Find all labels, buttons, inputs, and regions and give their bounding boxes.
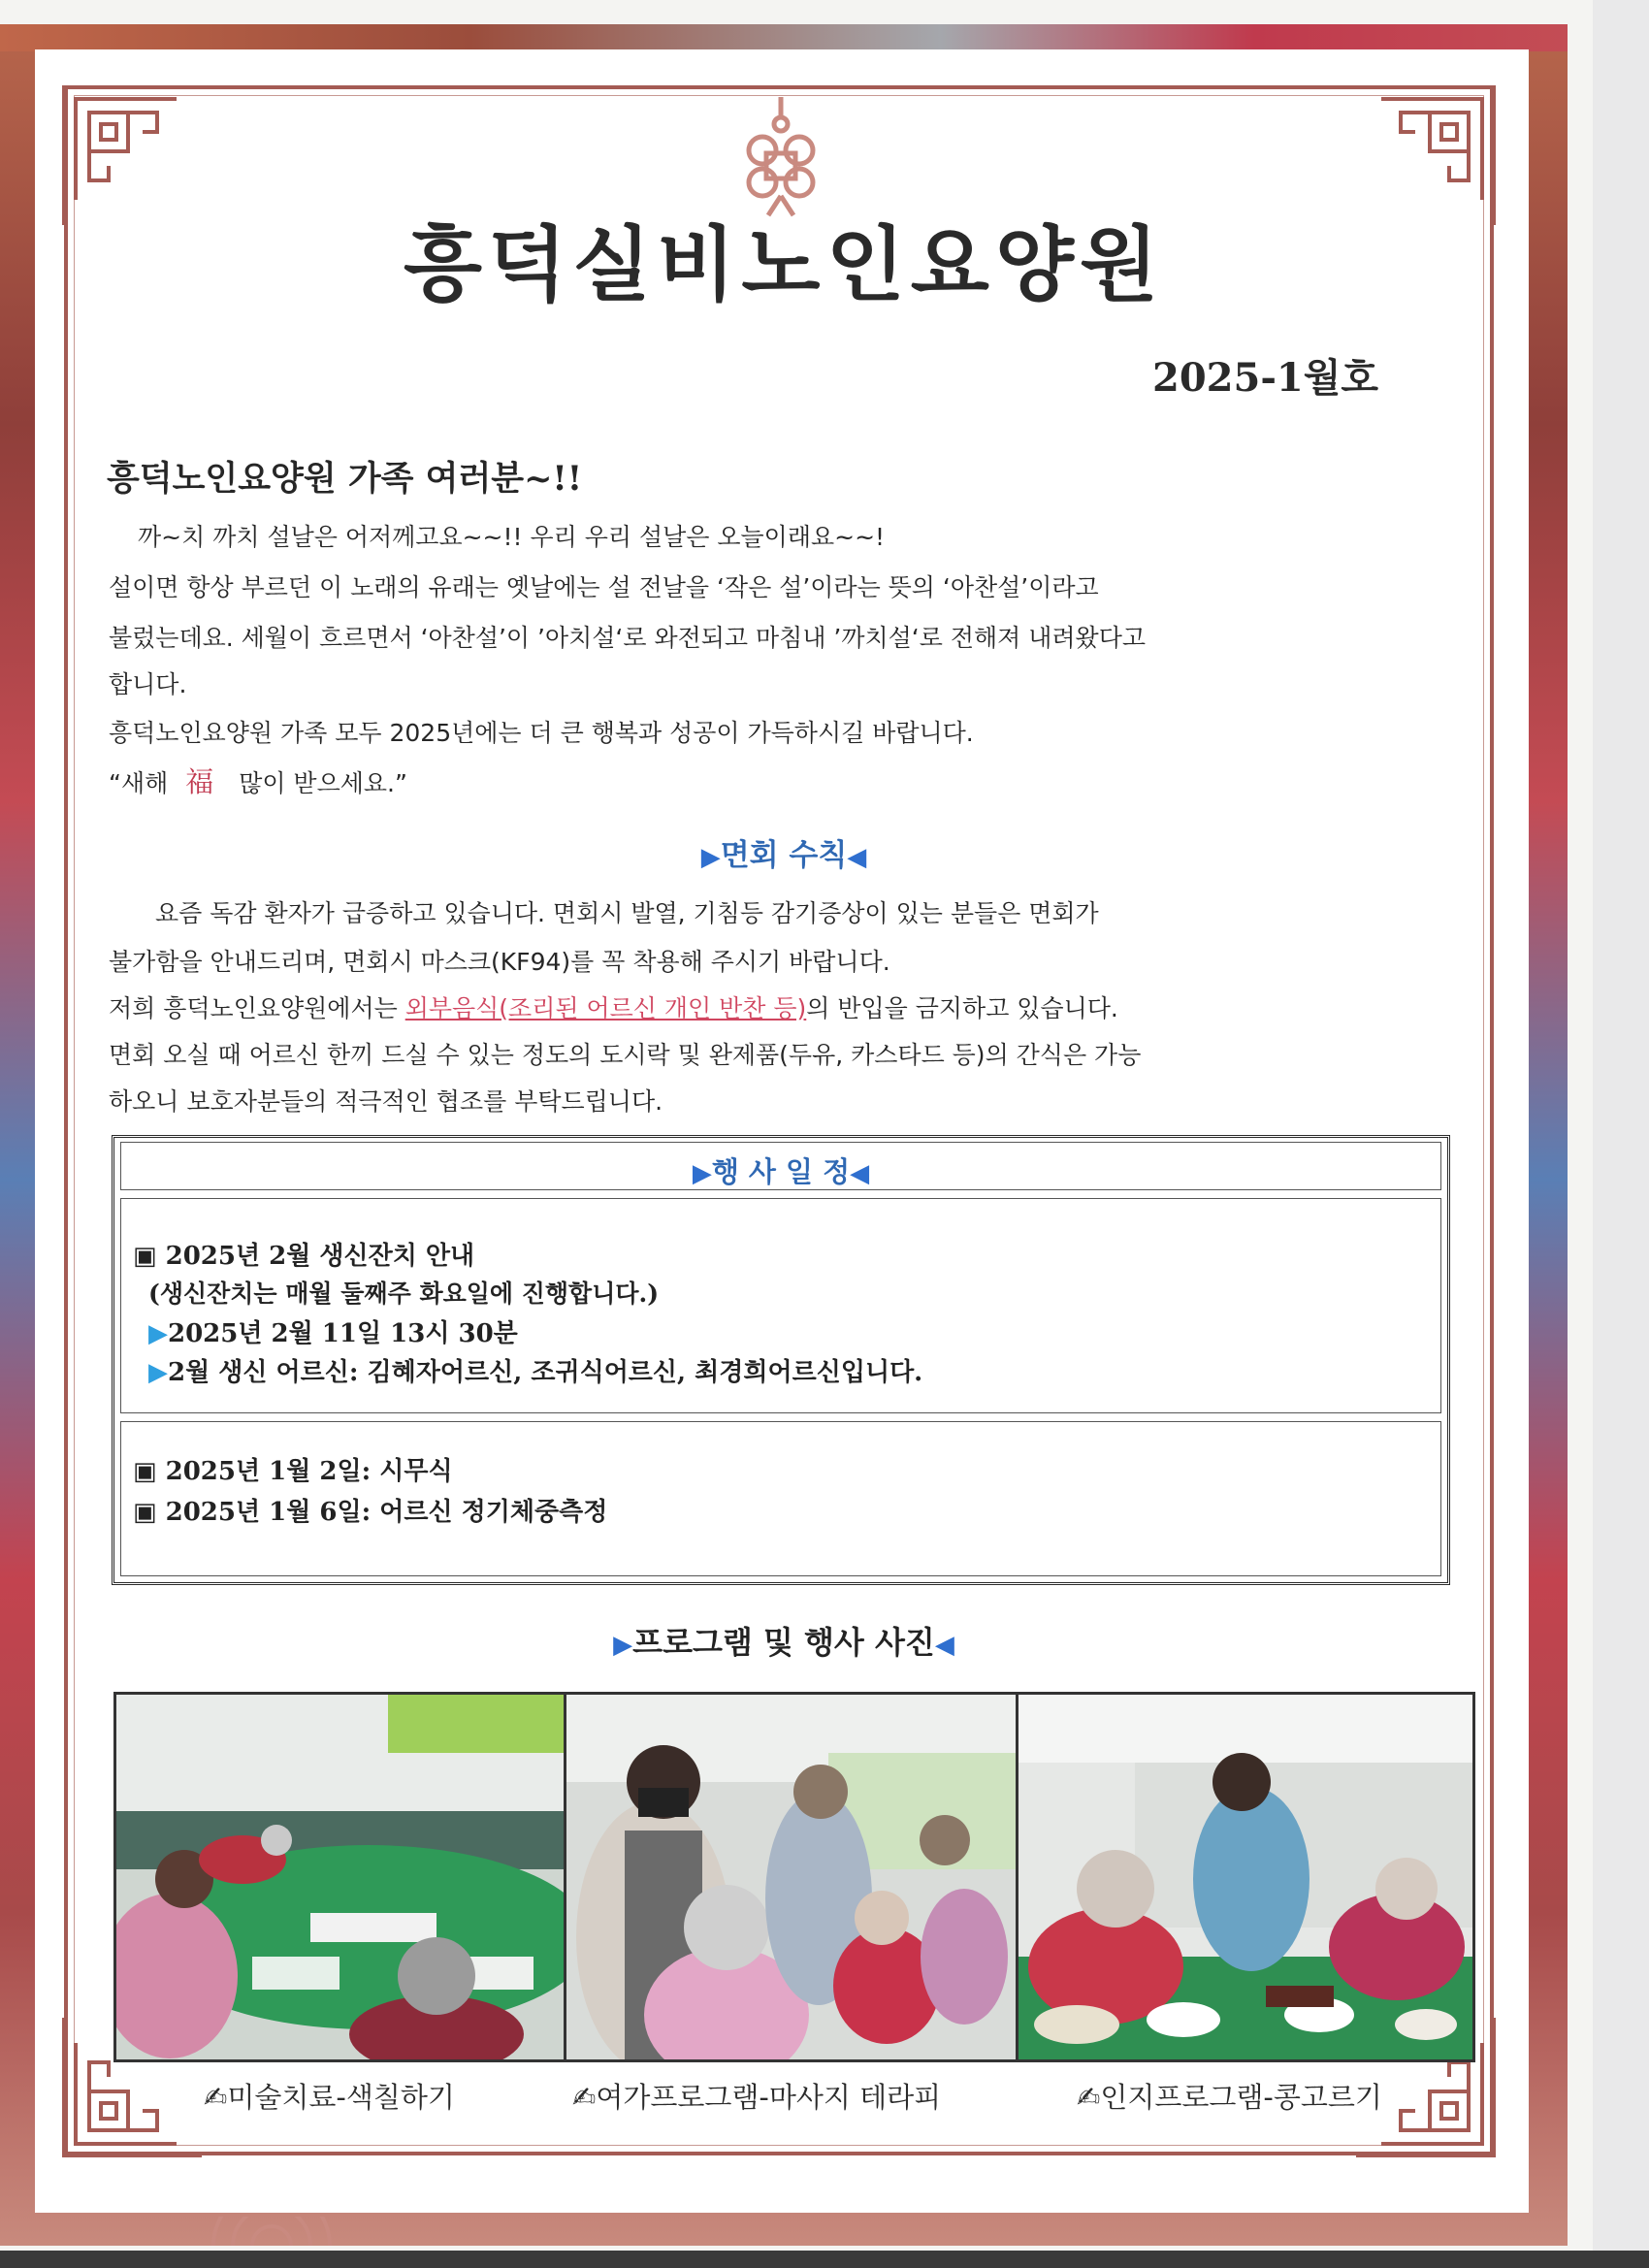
visit-rule-line: 요즘 독감 환자가 급증하고 있습니다. 면회시 발열, 기침등 감기증상이 있는 분들은 면회가 — [155, 899, 1099, 927]
birthday-title: ▣ 2025년 2월 생신잔치 안내 — [133, 1242, 475, 1271]
pointing-hand-icon: ✍ — [204, 2081, 228, 2114]
visit-rule-line: 하오니 보호자분들의 적극적인 협조를 부탁드립니다. — [109, 1087, 663, 1116]
triangle-left-icon: ◀ — [934, 1631, 954, 1660]
birthday-date: ▶2025년 2월 11일 13시 30분 — [148, 1319, 518, 1348]
photo-bean-sorting — [1018, 1695, 1472, 2059]
new-year-wish — [109, 761, 407, 800]
visit-rules-heading: ▶면회 수칙◀ — [700, 838, 867, 873]
scan-margin-right — [1593, 0, 1649, 2268]
birthday-note: (생신잔치는 매월 둘째주 화요일에 진행합니다.) — [148, 1280, 660, 1308]
event-schedule-heading: ▶행 사 일 정◀ — [692, 1155, 870, 1188]
schedule-item: ▣ 2025년 1월 6일: 어르신 정기체중측정 — [133, 1498, 608, 1527]
greeting-line: 까~치 까치 설날은 어저께고요~~!! 우리 우리 설날은 오늘이래요~~! — [138, 523, 886, 551]
greeting-line: 합니다. — [109, 670, 187, 698]
triangle-right-icon: ▶ — [700, 843, 721, 872]
issue-label: 2025-1월호 — [1152, 355, 1379, 401]
outside-food-highlight: 외부음식(조리된 어르신 개인 반찬 등) — [404, 994, 807, 1022]
event-schedule-box — [112, 1135, 1450, 1585]
birthday-people: ▶2월 생신 어르신: 김혜자어르신, 조귀식어르신, 최경희어르신입니다. — [148, 1358, 923, 1387]
greeting-line: 불렀는데요. 세월이 흐르면서 ‘아찬설’이 ’아치설‘로 와전되고 마침내 ’까치설‘로 전해져 내려왔다고 — [109, 624, 1147, 652]
triangle-right-icon: ▶ — [613, 1631, 633, 1660]
wish-prefix: “새해 — [109, 769, 169, 797]
visit-rule-line: 저희 흥덕노인요양원에서는 외부음식(조리된 어르신 개인 반찬 등)의 반입을 금지하고 있습니다. — [109, 994, 1118, 1022]
event-schedule-header — [120, 1142, 1441, 1190]
greeting-line: 흥덕노인요양원 가족 모두 2025년에는 더 큰 행복과 성공이 가득하시길 바랍니다. — [109, 719, 974, 747]
scan-margin-bottom — [0, 2251, 1649, 2268]
visit-rule-line: 면회 오실 때 어르신 한끼 드실 수 있는 정도의 도시락 및 완제품(두유, 카스타드 등)의 간식은 가능 — [109, 1041, 1142, 1069]
fortune-character: 福 — [185, 765, 214, 798]
wish-suffix: 많이 받으세요.” — [239, 769, 407, 797]
photos-heading: ▶프로그램 및 행사 사진◀ — [613, 1624, 954, 1661]
triangle-left-icon: ◀ — [850, 1159, 870, 1188]
triangle-right-icon: ▶ — [148, 1319, 168, 1348]
triangle-right-icon: ▶ — [148, 1358, 168, 1387]
greeting-line: 설이면 항상 부르던 이 노래의 유래는 옛날에는 설 전날을 ‘작은 설’이라는 뜻의 ‘아찬설’이라고 — [109, 573, 1099, 601]
pointing-hand-icon: ✍ — [1077, 2081, 1101, 2114]
january-schedule-section — [120, 1421, 1441, 1576]
visit-rule-line: 불가함을 안내드리며, 면회시 마스크(KF94)를 꼭 착용해 주시기 바랍니다. — [109, 948, 890, 976]
photo-art-therapy — [116, 1695, 564, 2059]
photo-massage-therapy — [566, 1695, 1016, 2059]
pointing-hand-icon: ✍ — [572, 2081, 597, 2114]
program-photo-strip — [113, 1692, 1475, 2062]
photo-caption-art-therapy: ✍미술치료-색칠하기 — [204, 2081, 455, 2114]
greeting-heading: 흥덕노인요양원 가족 여러분~!! — [107, 459, 583, 499]
bottom-ornament-icon — [204, 2217, 340, 2246]
schedule-item: ▣ 2025년 1월 2일: 시무식 — [133, 1457, 453, 1486]
birthday-party-section — [120, 1198, 1441, 1413]
triangle-right-icon: ▶ — [692, 1159, 712, 1188]
photo-caption-bean-sorting: ✍인지프로그램-콩고르기 — [1077, 2081, 1382, 2114]
photo-caption-massage: ✍여가프로그램-마사지 테라피 — [572, 2081, 942, 2114]
triangle-left-icon: ◀ — [847, 843, 867, 872]
newsletter-title: 흥덕실비노인요양원 — [403, 216, 1165, 312]
